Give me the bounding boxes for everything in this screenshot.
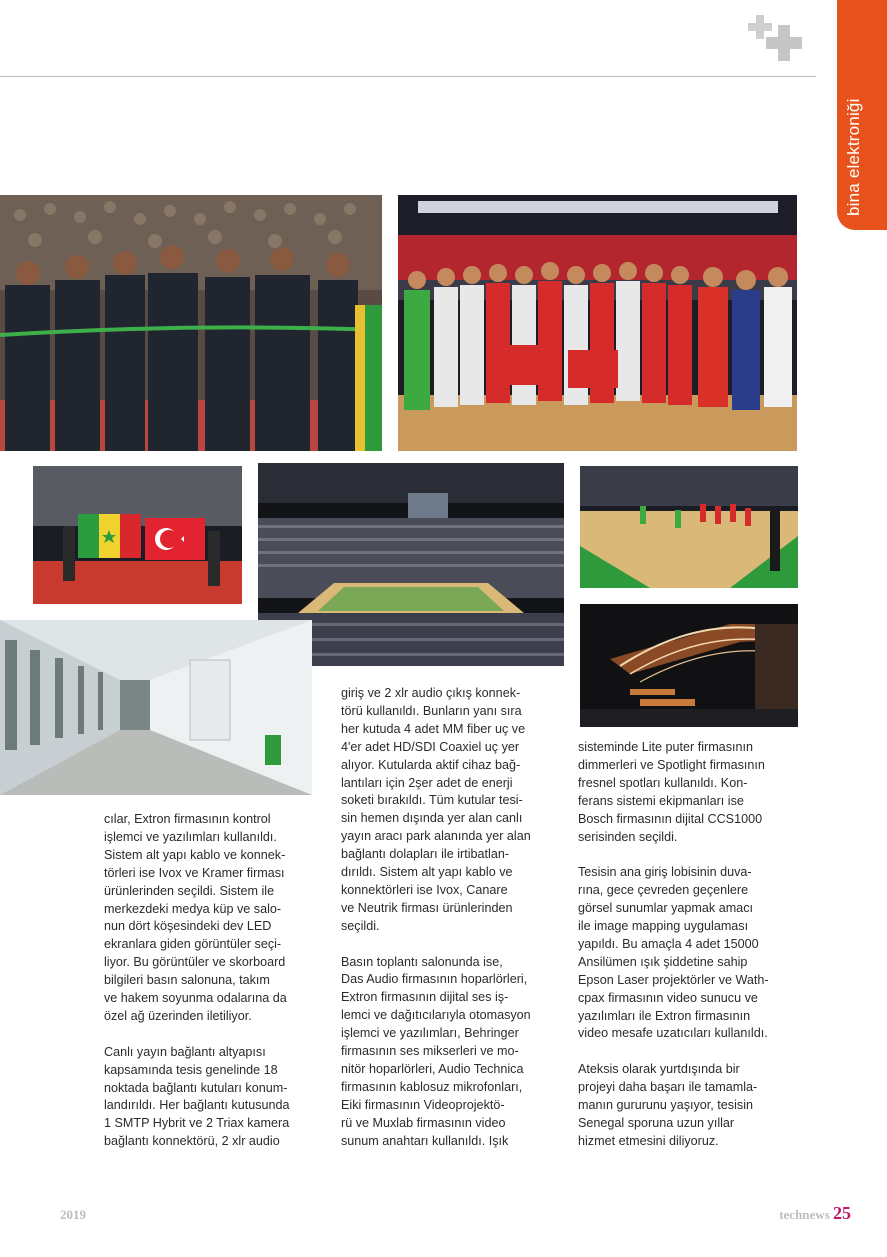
header-rule — [0, 76, 816, 77]
paragraph: sisteminde Lite puter firmasının dimmerleri ve Spotlight firmasının fresnel spotları kullanıldı. Kon- ferans sistemi ekipmanları ise Bosch firmasının dijital CCS1000 serisinden seçildi. — [578, 740, 765, 844]
text-column-right — [578, 739, 798, 1169]
paragraph: Tesisin ana giriş lobisinin duva- rına, gece çevreden geçenlere görsel sunumlar yapmak amacı ile image mapping uygulaması yapıldı. Bu amaçla 4 adet 15000 Ansilümen ışık şiddetine sahip Epson Laser projektörler ve Wath- cpax firmasının video sunucu ve yazılımları ile Extron firmasının video mesafe uzatıcıları kullanıldı. — [578, 865, 769, 1041]
photo-flags — [33, 466, 242, 604]
photo-basketball-game — [580, 466, 798, 588]
paragraph: Ateksis olarak yurtdışında bir projeyi daha başarı ile tamamla- manın gururunu yaşıyor, tesisin Senegal sporuna uzun yıllar hizmet etmesini diliyoruz. — [578, 1062, 758, 1148]
footer-year: 2019 — [60, 1207, 86, 1222]
page-number: 25 — [833, 1203, 851, 1223]
paragraph: giriş ve 2 xlr audio çıkış konnek- törü kullanıldı. Bunların yanı sıra her kutuda 4 adet MM fiber uç ve 4'er adet HD/SDI Coaxiel uç yer alıyor. Kutularda aktif cihaz bağ- lantıları için 2şer adet de enerji soketi bırakıldı. Tüm kutular tesi- sin hemen dışında yer alan canlı yayın aracı park alanında yer alan bağlantı dolapları ile irtibatlan- dırıldı. Sistem alt yapı kablo ve konnektörleri ise Ivox, Canare ve Neutrik firması ürünlerinden seçildi. — [341, 686, 531, 933]
photo-conference-room — [580, 604, 798, 727]
paragraph: cılar, Extron firmasının kontrol işlemci ve yazılımları kullanıldı. Sistem alt yapı kablo ve konnek- törleri ise Ivox ve Kramer firması ürünlerinden seçildi. Sistem ile merkezdeki medya küp ve salo- nun dört köşesindeki dev LED ekranlara giden görüntüler seçi- liyor. Bu görüntüler ve skorboard bilgileri basın salonuna, takım ve hakem soyunma odalarına da özel ağ üzerinden iletiliyor. — [104, 812, 287, 1023]
photo-team-group — [398, 195, 797, 451]
plus-cross-decoration-icon — [748, 15, 812, 69]
text-column-left — [104, 811, 319, 1169]
senegal-flag — [78, 514, 141, 558]
paragraph: Basın toplantı salonunda ise, Das Audio firmasının hoparlörleri, Extron firmasının dijital ses iş- lemci ve dağıtıcılarıyla otomasyon işlemci ve yazılımları, Behringer firmasının ses mikserleri ve mo- nitör hoparlörleri, Audio Technica firmasının kablosuz mikrofonları, Eiki firmasının Videoprojektö- rü ve Muxlab firmasının video sunum anahtarı kullanıldı. Işık — [341, 954, 531, 1148]
footer-magazine: technews — [779, 1207, 830, 1222]
photo-corridor — [0, 620, 312, 795]
photo-ribbon-cutting — [0, 195, 382, 451]
paragraph: Canlı yayın bağlantı altyapısı kapsamında tesis genelinde 18 noktada bağlantı kutuları konum- landırıldı. Her bağlantı kutusunda 1 SMTP Hybrit ve 2 Triax kamera bağlantı konnektörü, 2 xlr audio — [104, 1044, 290, 1149]
footer-magazine-page — [779, 1203, 851, 1224]
turkey-flag — [145, 518, 205, 560]
section-tab-label: bina elektroniği — [844, 98, 863, 216]
text-column-middle — [341, 685, 556, 1168]
